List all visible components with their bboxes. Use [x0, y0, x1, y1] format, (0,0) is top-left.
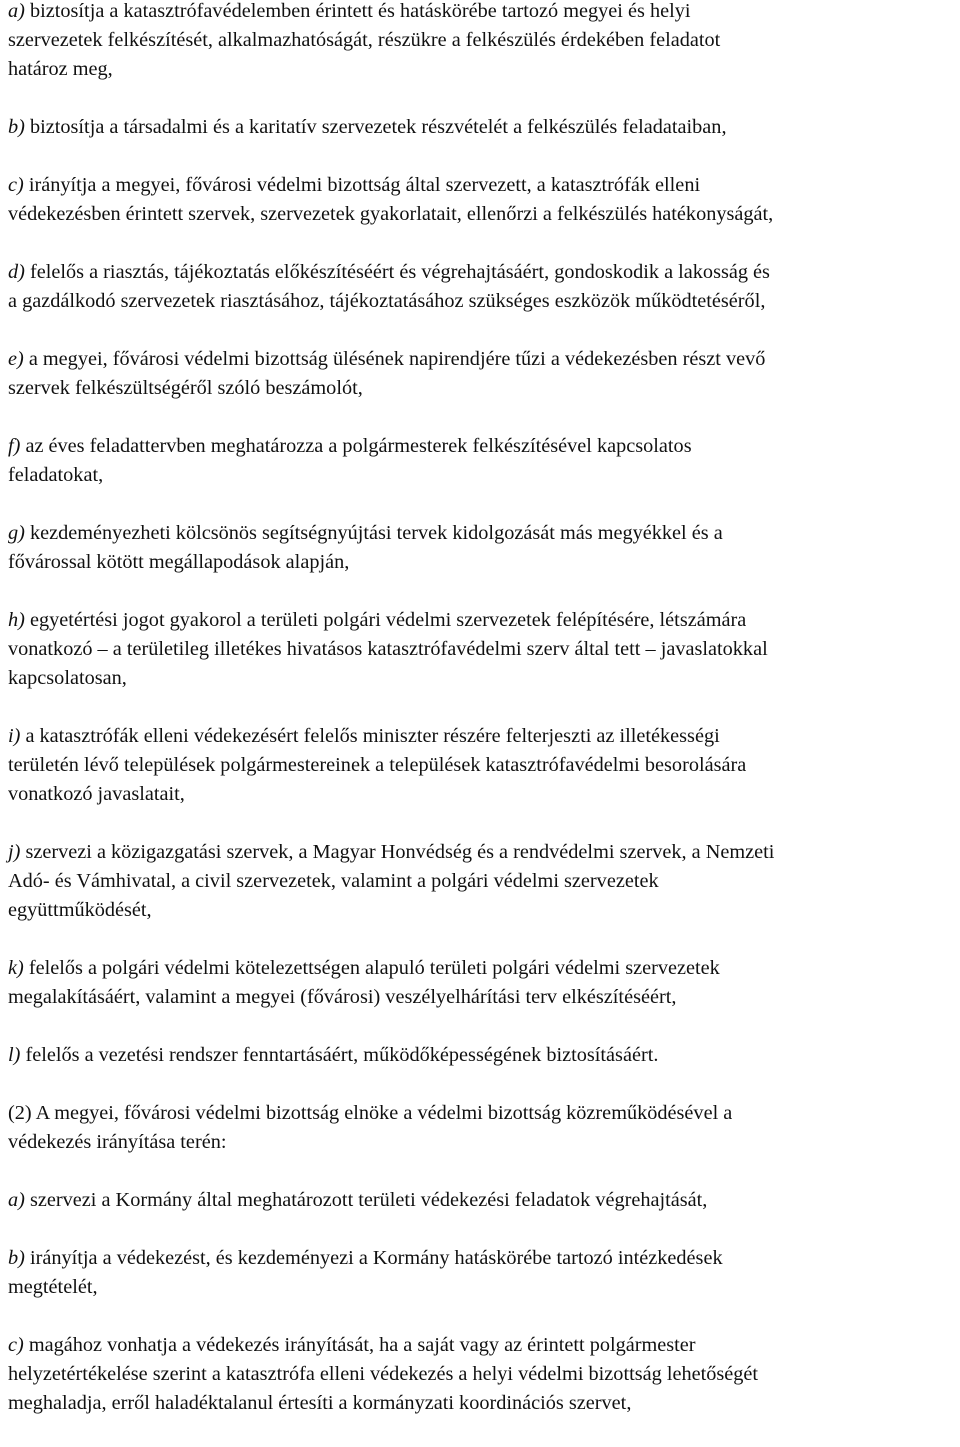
paragraph-line: védekezés irányítása terén:	[8, 1131, 227, 1153]
paragraph-line: irányítja a védekezést, és kezdeményezi a Kormány hatáskörébe tartozó intézkedések	[24, 1247, 723, 1269]
paragraph-line: kapcsolatosan,	[8, 667, 127, 689]
paragraph-line: a gazdálkodó szervezetek riasztásához, tájékoztatásához szükséges eszközök működtetéséről,	[8, 290, 766, 312]
paragraph-line: (2) A megyei, fővárosi védelmi bizottság elnöke a védelmi bizottság közreműködésével a	[8, 1102, 733, 1124]
paragraph-line: felelős a riasztás, tájékoztatás előkészítéséért és végrehajtásáért, gondoskodik a lakosság és	[24, 261, 770, 283]
list-item	[8, 1041, 958, 1070]
paragraph-line: magához vonhatja a védekezés irányítását, ha a saját vagy az érintett polgármester	[23, 1334, 696, 1356]
list-item	[8, 838, 958, 925]
list-item	[8, 1244, 958, 1302]
paragraph-line: biztosítja a társadalmi és a karitatív szervezetek részvételét a felkészülés feladataiban,	[24, 116, 727, 138]
paragraph-line: biztosítja a katasztrófavédelemben érintett és hatáskörébe tartozó megyei és helyi	[24, 0, 691, 22]
list-marker: g)	[8, 522, 25, 544]
paragraph-line: együttműködését,	[8, 899, 152, 921]
paragraph-line: meghaladja, erről haladéktalanul értesíti a kormányzati koordinációs szervet,	[8, 1392, 632, 1414]
list-marker: b)	[8, 116, 25, 138]
list-marker: a)	[8, 0, 25, 22]
paragraph-line: vonatkozó javaslatait,	[8, 783, 185, 805]
list-item	[8, 258, 958, 316]
paragraph-line: fővárossal kötött megállapodások alapján,	[8, 551, 350, 573]
paragraph-line: a megyei, fővárosi védelmi bizottság ülésének napirendjére tűzi a védekezésben részt vevő	[23, 348, 766, 370]
list-marker: f)	[8, 435, 21, 457]
list-item	[8, 1186, 958, 1215]
paragraph-line: feladatokat,	[8, 464, 104, 486]
paragraph-line: Adó- és Vámhivatal, a civil szervezetek, valamint a polgári védelmi szervezetek	[8, 870, 659, 892]
list-marker: j)	[8, 841, 21, 863]
list-marker: k)	[8, 957, 24, 979]
list-marker: e)	[8, 348, 24, 370]
list-item	[8, 113, 958, 142]
list-marker: b)	[8, 1247, 25, 1269]
paragraph-line: az éves feladattervben meghatározza a polgármesterek felkészítésével kapcsolatos	[20, 435, 692, 457]
list-item	[8, 722, 958, 809]
paragraph-line: szervezi a Kormány által meghatározott területi védekezési feladatok végrehajtását,	[24, 1189, 708, 1211]
document-page	[8, 0, 958, 1447]
list-item	[8, 1331, 958, 1418]
list-marker: l)	[8, 1044, 21, 1066]
paragraph-line: felelős a polgári védelmi kötelezettségen alapuló területi polgári védelmi szervezetek	[23, 957, 720, 979]
paragraph-line: felelős a vezetési rendszer fenntartásáért, működőképességének biztosításáért.	[20, 1044, 659, 1066]
list-item	[8, 432, 958, 490]
paragraph-line: irányítja a megyei, fővárosi védelmi bizottság által szervezett, a katasztrófák elleni	[23, 174, 701, 196]
list-marker: h)	[8, 609, 25, 631]
list-marker: c)	[8, 1334, 24, 1356]
paragraph-line: helyzetértékelése szerint a katasztrófa elleni védekezés a helyi védelmi bizottság lehetőségét	[8, 1363, 759, 1385]
paragraph-line: a katasztrófák elleni védekezésért felelős miniszter részére felterjeszti az illetékességi	[20, 725, 720, 747]
list-item	[8, 954, 958, 1012]
section-paragraph	[8, 1099, 958, 1157]
list-marker: a)	[8, 1189, 25, 1211]
list-marker: d)	[8, 261, 25, 283]
list-item	[8, 345, 958, 403]
paragraph-line: megtételét,	[8, 1276, 98, 1298]
paragraph-line: területén lévő települések polgármestereinek a települések katasztrófavédelmi besorolására	[8, 754, 747, 776]
list-item	[8, 0, 958, 84]
paragraph-line: vonatkozó – a területileg illetékes hivatásos katasztrófavédelmi szerv által tett – javaslatokkal	[8, 638, 768, 660]
list-item	[8, 606, 958, 693]
paragraph-line: egyetértési jogot gyakorol a területi polgári védelmi szervezetek felépítésére, létszámára	[24, 609, 747, 631]
list-item	[8, 519, 958, 577]
paragraph-line: védekezésben érintett szervek, szervezetek gyakorlatait, ellenőrzi a felkészülés hatékonyságát,	[8, 203, 774, 225]
paragraph-line: szervezi a közigazgatási szervek, a Magyar Honvédség és a rendvédelmi szervek, a Nemzeti	[20, 841, 775, 863]
list-item	[8, 171, 958, 229]
list-marker: c)	[8, 174, 24, 196]
paragraph-line: szervek felkészültségéről szóló beszámolót,	[8, 377, 363, 399]
paragraph-line: határoz meg,	[8, 58, 113, 80]
paragraph-line: szervezetek felkészítését, alkalmazhatóságát, részükre a felkészülés érdekében feladatot	[8, 29, 721, 51]
list-marker: i)	[8, 725, 21, 747]
paragraph-line: kezdeményezheti kölcsönös segítségnyújtási tervek kidolgozását más megyékkel és a	[24, 522, 723, 544]
paragraph-line: megalakításáért, valamint a megyei (fővárosi) veszélyelhárítási terv elkészítéséért,	[8, 986, 677, 1008]
